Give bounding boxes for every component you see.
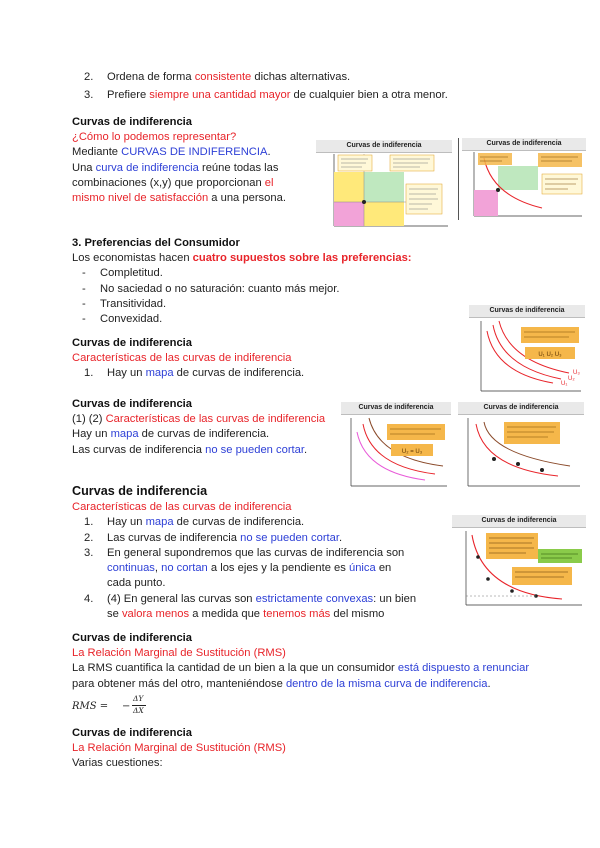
paragraph	[72, 251, 472, 266]
section-subheading: Características de las curvas de indiferencia	[72, 501, 292, 514]
formula-numerator: ΔY	[133, 693, 144, 703]
curve-label: U₁	[561, 381, 568, 387]
curve-label: U₃	[573, 370, 580, 376]
list-item	[84, 70, 484, 85]
text: .	[487, 677, 491, 690]
text: Una	[72, 161, 96, 174]
figure-indifference-curve-zones	[462, 138, 586, 222]
text: del mismo	[330, 607, 385, 620]
figure-graphic	[462, 150, 586, 222]
paragraph	[72, 145, 300, 160]
section-rms	[72, 631, 542, 718]
text: La RMS cuantifica la cantidad de un bien a la que un consumidor	[72, 662, 398, 675]
text: de cualquier bien a otra menor.	[290, 89, 448, 102]
section-no-cortar	[72, 397, 342, 458]
section-subheading: La Relación Marginal de Sustitución (RMS)	[72, 742, 286, 755]
curve-ordering-label: U₁ U₂ U₃	[538, 352, 562, 358]
list-bullet: -	[82, 297, 86, 310]
text: a una persona.	[208, 192, 286, 205]
numbered-list-top	[84, 70, 484, 103]
highlight-text: mapa	[145, 367, 174, 380]
figure-title: Curvas de indiferencia	[316, 140, 452, 153]
section-mapa	[72, 336, 432, 382]
paragraph	[72, 661, 542, 691]
highlight-text: el mismo nivel de satisfacción	[72, 176, 274, 205]
highlight-text: tenemos más	[263, 607, 331, 620]
highlight-text: Características de las curvas de indiferencia	[105, 413, 326, 426]
section-subheading: La Relación Marginal de Sustitución (RMS)	[72, 647, 286, 660]
text: Completitud.	[100, 267, 163, 280]
paragraph	[72, 443, 342, 458]
text: Hay un	[72, 428, 111, 441]
text: Los economistas hacen	[72, 252, 193, 265]
highlight-text: mapa	[145, 516, 174, 529]
text: Mediante	[72, 146, 122, 159]
highlight-text: valora menos	[121, 607, 190, 620]
section-heading: Curvas de indiferencia	[72, 337, 192, 349]
figure-title: Curvas de indiferencia	[469, 305, 585, 318]
section-heading: Curvas de indiferencia	[72, 632, 192, 644]
list-bullet: -	[82, 313, 86, 326]
section-rms-cuestiones	[72, 726, 472, 772]
highlight-text: siempre una cantidad mayor	[149, 89, 291, 102]
highlight-text: no se pueden cortar	[240, 531, 339, 544]
list-item	[84, 366, 432, 381]
text: de curvas de indiferencia.	[173, 516, 305, 529]
highlight-text: continuas	[107, 562, 155, 575]
text: en cada punto.	[107, 562, 392, 590]
list-item	[72, 266, 472, 281]
text: .	[304, 443, 308, 456]
text: a medida que	[189, 607, 264, 620]
highlight-text: no se pueden cortar	[205, 443, 304, 456]
figure-indifference-map	[469, 305, 585, 397]
section-heading: Curvas de indiferencia	[72, 484, 208, 498]
list-number: 1.	[84, 367, 94, 380]
figure-title: Curvas de indiferencia	[458, 402, 584, 415]
section-preferencias	[72, 236, 472, 327]
section-heading: Curvas de indiferencia	[72, 727, 192, 739]
figure-title: Curvas de indiferencia	[341, 402, 451, 415]
curve-equality-label: U₂ = U₃	[401, 449, 423, 455]
list-bullet: -	[82, 267, 86, 280]
figure-convex-curve	[452, 515, 586, 613]
highlight-text: estrictamente convexas	[255, 592, 374, 605]
text: Prefiere	[107, 89, 150, 102]
list-bullet: -	[82, 282, 86, 295]
figure-map-two-curves	[341, 402, 451, 492]
list-number: 4.	[84, 592, 94, 605]
paragraph	[72, 427, 342, 442]
highlight-text: no cortan	[161, 562, 208, 575]
section-heading: 3. Preferencias del Consumidor	[72, 237, 240, 249]
text: Las curvas de indiferencia	[107, 531, 241, 544]
text: Hay un	[107, 367, 146, 380]
text: de curvas de indiferencia.	[173, 367, 305, 380]
formula-lhs: RMS =	[72, 700, 109, 712]
figure-indifference-zones	[316, 140, 452, 232]
text: ,	[154, 562, 162, 575]
figure-title: Curvas de indiferencia	[462, 138, 586, 151]
list-number: 2.	[84, 531, 94, 544]
text: Las curvas de indiferencia	[72, 443, 206, 456]
paragraph: Varias cuestiones:	[72, 757, 163, 770]
list-number: 1.	[84, 516, 94, 529]
highlight-text: curva de indiferencia	[95, 161, 199, 174]
text: .	[339, 531, 343, 544]
text: Hay un	[107, 516, 146, 529]
figure-graphic	[469, 317, 585, 397]
list-item	[72, 282, 472, 297]
text: : un bien se	[107, 592, 417, 620]
section-heading: Curvas de indiferencia	[72, 116, 192, 128]
text: En general supondremos que las curvas de indiferencia son	[107, 546, 405, 559]
highlight-text: está dispuesto a renunciar	[397, 662, 530, 675]
list-item	[84, 546, 418, 592]
figure-graphic	[458, 414, 584, 492]
text: Ordena de forma	[107, 71, 195, 83]
list-item	[84, 88, 484, 103]
list-item	[84, 592, 418, 622]
text: a los ejes y la pendiente es	[207, 562, 349, 575]
figure-graphic	[341, 414, 451, 492]
formula-minus: −	[122, 700, 131, 712]
list-number: 3.	[84, 89, 94, 102]
figure-graphic	[452, 527, 586, 613]
text: dichas alternativas.	[251, 71, 351, 83]
list-item	[72, 312, 472, 327]
rms-formula	[72, 694, 542, 718]
highlight-text: consistente	[194, 71, 252, 83]
paragraph	[72, 161, 292, 207]
figure-curves-crossing	[458, 402, 584, 492]
figure-title: Curvas de indiferencia	[452, 515, 586, 528]
highlight-text: mapa	[110, 428, 139, 441]
text: Convexidad.	[100, 313, 163, 326]
question-text: ¿Cómo lo podemos representar?	[72, 131, 237, 144]
section-heading: Curvas de indiferencia	[72, 398, 192, 410]
section-subheading	[72, 412, 342, 427]
figure-divider	[458, 138, 459, 220]
assumption-list	[72, 266, 472, 327]
list-number: 3.	[84, 546, 94, 559]
list-item	[72, 297, 472, 312]
list-number: 2.	[84, 71, 94, 83]
highlight-text: única	[348, 562, 376, 575]
formula-denominator: ΔX	[133, 705, 144, 715]
text: (1) (2)	[72, 413, 106, 426]
text: de curvas de indiferencia.	[138, 428, 270, 441]
highlight-text: dentro de la misma curva de indiferencia	[285, 677, 488, 690]
highlight-text: cuatro supuestos sobre las preferencias:	[192, 252, 412, 265]
section-caracteristicas	[72, 483, 444, 622]
text: para obtener más del otro, manteniéndose	[72, 677, 286, 690]
list-item	[84, 531, 418, 546]
characteristics-list	[84, 515, 418, 622]
text: reúne todas las combinaciones (x,y) que proporcionan	[72, 161, 279, 189]
list-item	[84, 515, 418, 530]
section-subheading: Características de las curvas de indiferencia	[72, 352, 292, 365]
text: Transitividad.	[100, 297, 167, 310]
figure-graphic	[316, 152, 452, 232]
section-representar	[72, 115, 300, 206]
curve-label: U₂	[568, 376, 575, 382]
highlight-text: CURVAS DE INDIFERENCIA	[121, 146, 268, 159]
text: (4) En general las curvas son	[107, 592, 256, 605]
text: .	[267, 146, 271, 159]
text: No saciedad o no saturación: cuanto más mejor.	[100, 282, 340, 295]
